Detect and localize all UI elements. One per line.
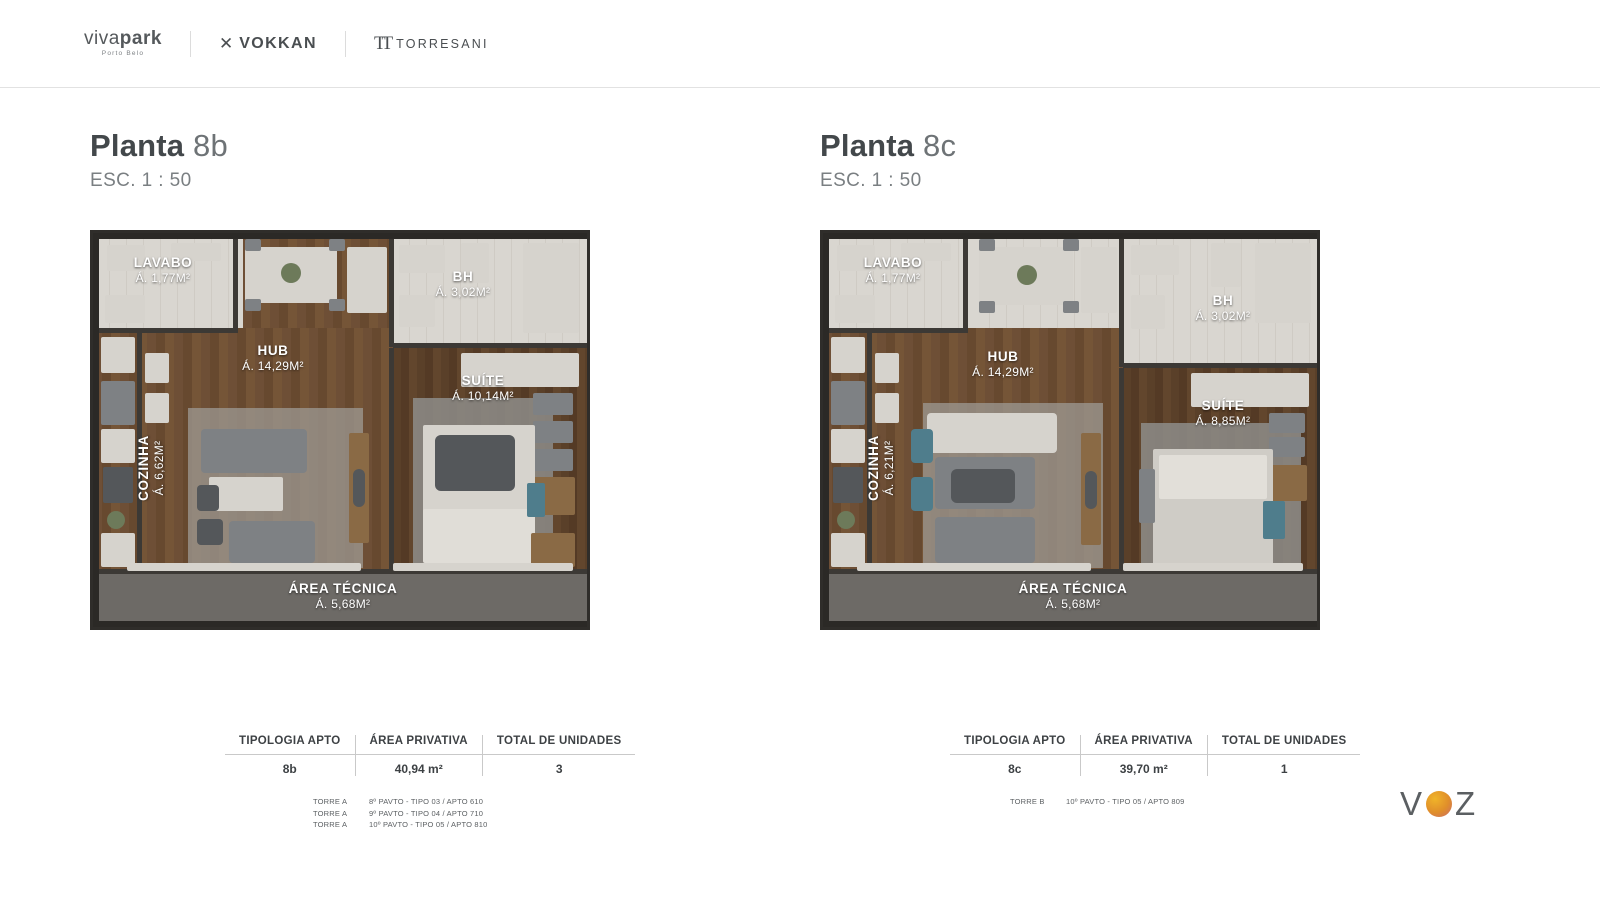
cell-tipologia: 8b [282,762,297,776]
room-label-hub-8b: HUB Á. 14,29M² [242,343,304,373]
vivapark-wordmark: vivapark [84,28,162,50]
cell-unidades: 1 [1207,755,1360,777]
page-title-8c: Planta 8c [820,128,957,163]
vokkan-wordmark: VOKKAN [239,34,317,52]
unit-tower: TORRE A [313,797,348,806]
unit-tower: TORRE B [1010,797,1045,806]
voz-logo [1400,785,1476,823]
cell-tipologia: 8c [1008,762,1022,776]
info-block-8b [225,735,625,831]
spec-table-8b [225,735,635,776]
voz-circle-icon [1426,791,1452,817]
torresani-tt-icon: TT [373,32,390,54]
room-label-suite-8c: SUÍTE Á. 8,85M² [1195,398,1251,428]
list-item [313,819,625,831]
plan-scale-8c: ESC. 1 : 50 [820,170,922,191]
voz-letter-v: V [1400,785,1424,822]
logo-divider [345,31,346,57]
table-header-row [950,735,1360,755]
list-item [313,808,625,820]
col-header-area: ÁREA PRIVATIVA [355,735,482,755]
room-label-area-tecnica-8c: ÁREA TÉCNICA Á. 5,68M² [1018,581,1128,611]
table-header-row [225,735,635,755]
vokkan-x-icon: ✕ [218,33,234,53]
floorplan-wrap-8c [820,230,1440,630]
table-row [950,755,1360,777]
vivapark-sublabel: Porto Belo [101,50,145,58]
torresani-logo [374,33,489,55]
room-label-bh-8b: BH Á. 3,02M² [435,269,491,299]
page-title-8b: Planta 8b [90,128,228,163]
col-header-unidades: TOTAL DE UNIDADES [482,735,635,755]
unit-desc: 9º PAVTO - TIPO 04 / APTO 710 [369,808,484,818]
floorplan-image-8b [90,230,590,630]
room-label-cozinha-8c: COZINHA Á. 6,21M² [866,435,896,501]
cell-area: 39,70 m² [1080,755,1207,777]
page-header [0,0,1600,88]
unit-tower: TORRE A [313,820,348,830]
vokkan-logo [219,34,317,54]
room-label-area-tecnica-8b: ÁREA TÉCNICA Á. 5,68M² [288,581,398,611]
info-block-8c [950,735,1350,808]
vivapark-logo [84,29,162,58]
room-label-cozinha-8b: COZINHA Á. 6,62M² [136,435,166,501]
cell-unidades: 3 [482,755,635,777]
unit-list-8b [225,796,625,831]
unit-desc: 10º PAVTO - TIPO 05 / APTO 809 [1066,797,1185,806]
col-header-tipologia: TIPOLOGIA APTO [225,735,355,755]
unit-desc: 8º PAVTO - TIPO 03 / APTO 610 [369,797,484,806]
voz-letter-z: Z [1455,785,1477,822]
room-label-suite-8b: SUÍTE Á. 10,14M² [452,373,514,403]
room-label-lavabo-8b: LAVABO Á. 1,77M² [133,255,193,285]
col-header-area: ÁREA PRIVATIVA [1080,735,1207,755]
cell-area: 40,94 m² [355,755,482,777]
unit-desc: 10º PAVTO - TIPO 05 / APTO 810 [369,820,488,830]
list-item [313,796,625,808]
col-header-tipologia: TIPOLOGIA APTO [950,735,1080,755]
room-label-hub-8c: HUB Á. 14,29M² [972,349,1034,379]
unit-tower: TORRE A [313,808,348,818]
list-item [1010,796,1350,808]
room-label-lavabo-8c: LAVABO Á. 1,77M² [863,255,923,285]
unit-list-8c [950,796,1350,808]
logo-group [84,29,489,58]
floorplan-wrap-8b [90,230,710,630]
spec-table-8c [950,735,1360,776]
plan-block-8c [820,128,1440,630]
room-label-bh-8c: BH Á. 3,02M² [1195,293,1251,323]
table-row [225,755,635,777]
plan-block-8b [90,128,710,630]
col-header-unidades: TOTAL DE UNIDADES [1207,735,1360,755]
plan-scale-8b: ESC. 1 : 50 [90,170,192,191]
floorplan-image-8c [820,230,1320,630]
logo-divider [190,31,191,57]
torresani-wordmark: TORRESANI [396,36,489,51]
